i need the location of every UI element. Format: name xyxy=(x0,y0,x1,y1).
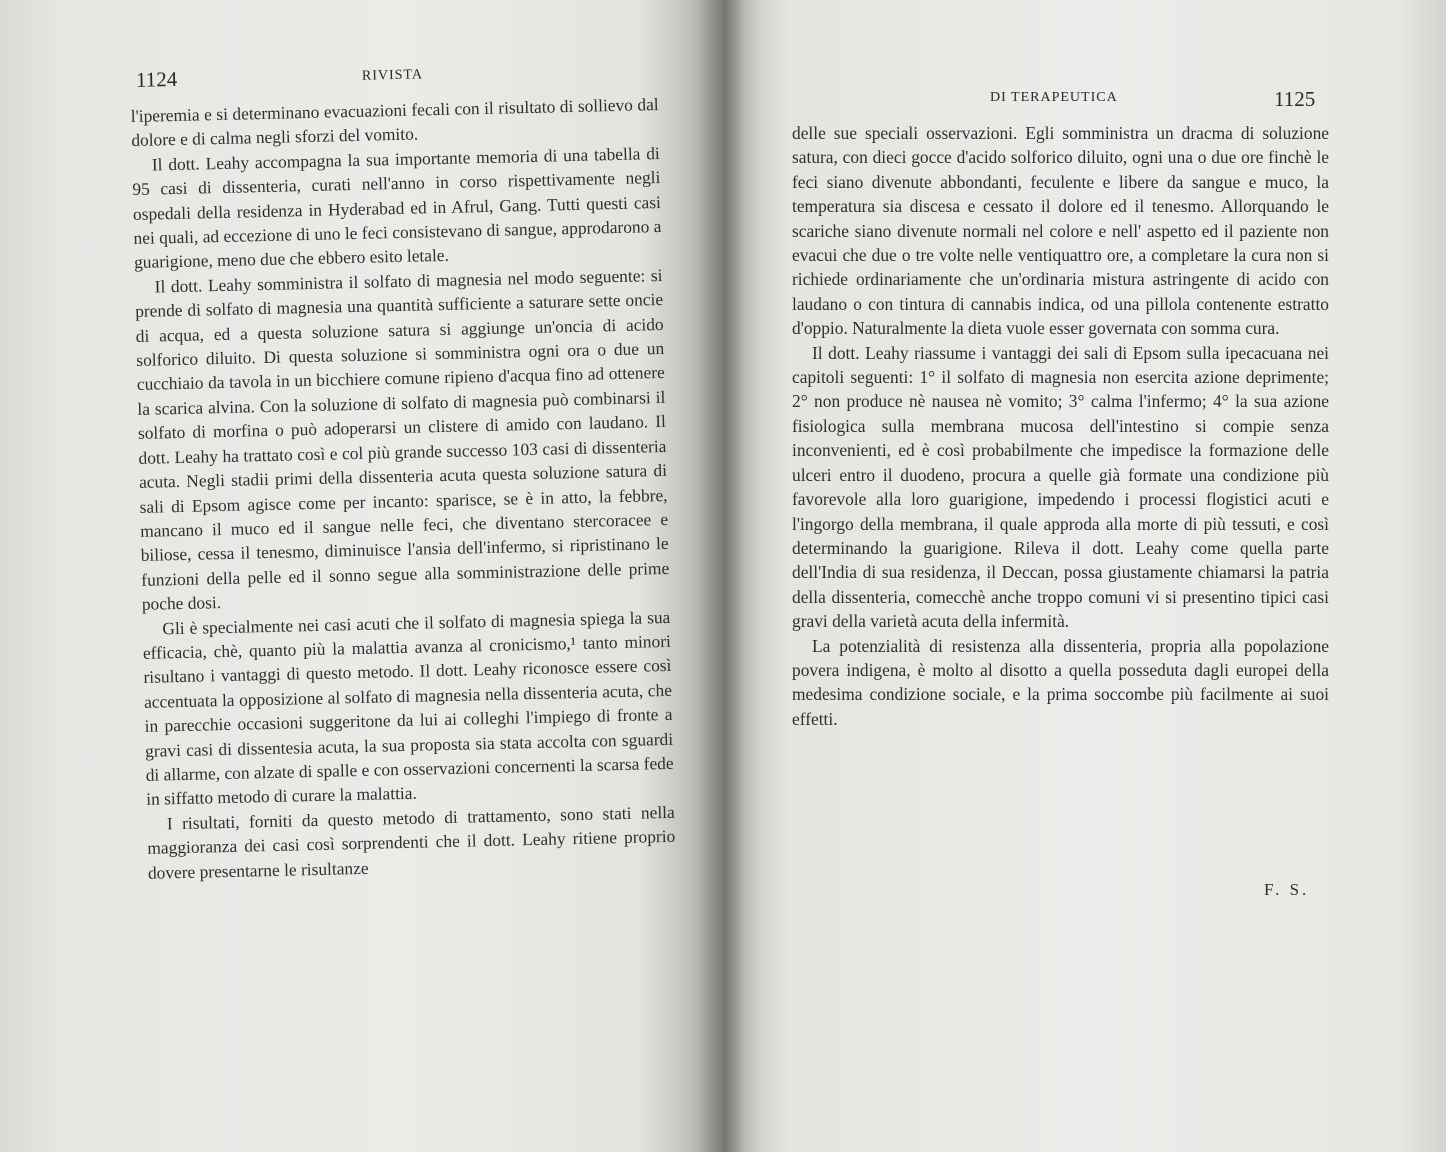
right-page-number: 1125 xyxy=(1274,87,1316,111)
signature-initials: F. S. xyxy=(1264,880,1310,899)
paragraph: l'iperemia e si determinano evacuazioni fecali con il risultato di sollievo dal dolore e di calma negli sforzi del vomito. xyxy=(130,94,659,151)
paragraph: Il dott. Leahy riassume i vantaggi dei sali di Epsom sulla ipecacuana nei capitoli seguenti: 1° il solfato di magnesia non esercita azione deprimente; 2° non produce nè nausea nè vomito; 3° calma l'infermo; 4° la sua azione fisiologica sulla membrana mucosa dell'intestino si compie senza inconvenienti, ed è così probabilmente che impedisce la formazione delle ulceri entro il duodeno, procura a quelle già formate una condizione più favorevole alla loro guarigione, impedendo i processi flogistici acuti e l'ingorgo della membrana, il quale approda alla morte di più tessuti, e così determinando la guarigione. Rileva il dott. Leahy come quella parte dell'India di sua residenza, il Deccan, possa giustamente chiamarsi la patria della dissenteria, comecchè anche troppo comuni vi si presentino tipici casi gravi della varietà acuta della infermità. xyxy=(792,342,1329,632)
paragraph: Gli è specialmente nei casi acuti che il solfato di magnesia spiega la sua efficacia, chè, quanto più la malattia avanza al cronicismo,¹ tanto minori risultano i vantaggi di questo metodo. Il dott. Leahy riconosce essere così accentuata la opposizione al solfato di magnesia nella dissenteria acuta, che in parecchie occasioni suggeritone da lui ai colleghi l'impiego di fronte a gravi casi di dissentesia acuta, la sua proposta sia stata accolta con sguardi di allarme, con alzate di spalle e con osservazioni concernenti la scarsa fede in siffatto metodo di curare la malattia. xyxy=(142,606,674,810)
paragraph: delle sue speciali osservazioni. Egli somministra un dracma di soluzione satura, con dieci gocce d'acido solforico diluito, ogni una o due ore finchè le feci siano divenute abbondanti, feculente e libere da sangue e muco, la temperatura sia discesa e cessato il dolore ed il tenesmo. Allorquando le scariche siano divenute normali nel colore e nell' aspetto ed il paziente non evacui che due o tre volte nelle ventiquattro ore, a completare la cura non si richiede ordinariamente che un'ordinaria mistura astringente di acido con laudano o con tintura di cannabis indica, od una pillola contenente estratto d'oppio. Naturalmente la dieta vuole esser governata con somma cura. xyxy=(792,123,1329,339)
right-page xyxy=(760,0,1446,1152)
right-running-head: DI TERAPEUTICA xyxy=(990,90,1118,105)
right-page-body xyxy=(792,121,1329,731)
paragraph: I risultati, forniti da questo metodo di trattamento, sono stati nella maggioranza dei casi così sorprendenti che il dott. Leahy ritiene proprio dovere presentarne le risultanze xyxy=(147,801,676,883)
paragraph: Il dott. Leahy accompagna la sua importante memoria di una tabella di 95 casi di dissenteria, curati nell'anno in corso rispettivamente negli ospedali della residenza in Hyderabad ed in Afrul, Gang. Tutti questi casi nei quali, ad eccezione di uno le feci consistevano di sangue, approdarono a guarigione, meno due che ebbero esito letale. xyxy=(132,142,662,273)
left-page-number: 1124 xyxy=(135,66,178,92)
left-running-head: RIVISTA xyxy=(361,67,424,84)
paragraph: Il dott. Leahy somministra il solfato di magnesia nel modo seguente: si prende di solfato di magnesia una quantità sufficiente a saturare sette oncie di acqua, ed a questa soluzione satura si aggiunge un'oncia di acido solforico diluito. Di questa soluzione si somministra ogni ora o due un cucchiaio da tavola in un bicchiere comune ripieno d'acqua fino ad ottenere la scarica alvina. Con la soluzione di solfato di magnesia può combinarsi il solfato di morfina o può adoperarsi un clistere di amido con laudano. Il dott. Leahy ha trattato così e col più grande successo 103 casi di dissenteria acuta. Negli stadii primi della dissenteria acuta questa soluzione satura di sali di Epsom agisce come per incanto: sparisce, se è in atto, la febbre, mancano il muco ed il sangue nelle feci, che diventano stercoracee e biliose, cessa il tenesmo, diminuisce l'ansia dell'infermo, si ripristinano le funzioni della pelle ed il sonno segue alla somministrazione delle prime poche dosi. xyxy=(134,264,670,615)
left-page-body xyxy=(130,92,676,885)
paragraph: La potenzialità di resistenza alla dissenteria, propria alla popolazione povera indigena, è molto al disotto a quella posseduta dagli europei della medesima condizione sociale, e la prima soccombe più facilmente ai suoi effetti. xyxy=(792,635,1329,729)
